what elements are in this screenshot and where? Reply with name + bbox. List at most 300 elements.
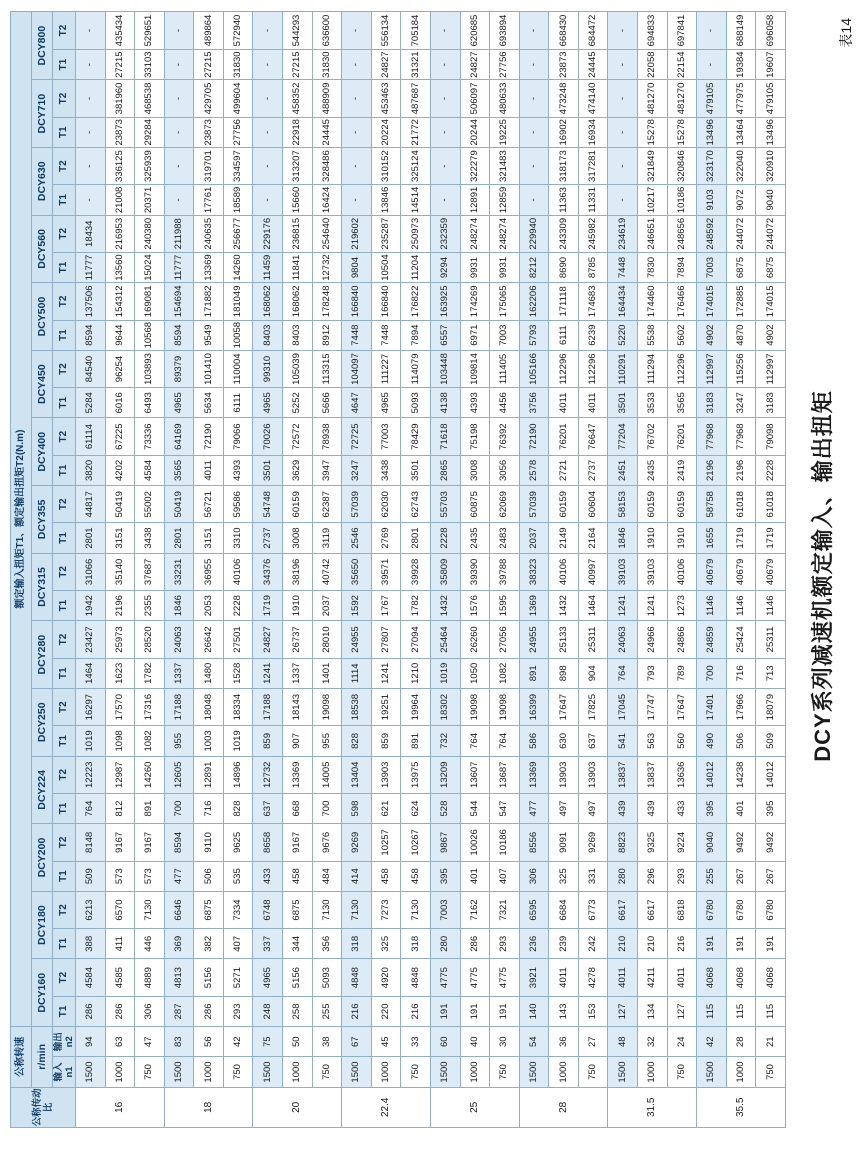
torque-cell: 891 <box>401 726 431 756</box>
t1-header: T1 <box>53 929 76 959</box>
torque-cell: 1082 <box>490 658 520 688</box>
header-row-2 <box>32 12 53 1128</box>
torque-cell: 479105 <box>756 80 786 117</box>
torque-cell: - <box>253 12 283 50</box>
torque-cell: 2053 <box>194 591 224 621</box>
torque-cell: 684472 <box>578 12 608 50</box>
torque-cell: 14012 <box>697 756 727 793</box>
torque-cell: 328486 <box>312 147 342 184</box>
torque-cell: - <box>76 147 106 184</box>
torque-cell: 9325 <box>637 824 667 861</box>
t2-header: T2 <box>53 215 76 252</box>
torque-cell: 433 <box>667 793 697 823</box>
torque-cell: 4011 <box>549 959 579 996</box>
torque-cell: 1146 <box>697 591 727 621</box>
torque-cell: 764 <box>490 726 520 756</box>
torque-cell: 732 <box>430 726 460 756</box>
torque-cell: 395 <box>697 793 727 823</box>
torque-cell: 16902 <box>549 117 579 147</box>
torque-cell: 4647 <box>342 388 372 418</box>
torque-cell: 29284 <box>135 117 165 147</box>
table-row <box>608 12 638 1128</box>
torque-cell: 1528 <box>223 658 253 688</box>
torque-cell: 630 <box>549 726 579 756</box>
torque-cell: 27756 <box>490 50 520 80</box>
speed-cell: 1500 <box>697 1057 727 1087</box>
torque-cell: 13560 <box>105 252 135 282</box>
torque-cell: 4965 <box>164 388 194 418</box>
torque-cell: 8148 <box>76 824 106 861</box>
torque-cell: 6818 <box>667 891 697 928</box>
torque-cell: 356 <box>312 929 342 959</box>
output-speed-header: 输出n2 <box>53 1027 76 1057</box>
t1-header: T1 <box>53 388 76 418</box>
torque-cell: 8785 <box>578 252 608 282</box>
t1-header: T1 <box>53 793 76 823</box>
torque-cell: 23873 <box>194 117 224 147</box>
torque-cell: 9167 <box>283 824 313 861</box>
torque-cell: 2196 <box>697 455 727 485</box>
torque-cell: 7162 <box>460 891 490 928</box>
torque-cell: 5093 <box>401 388 431 418</box>
torque-cell: 2355 <box>135 591 165 621</box>
torque-cell: 1719 <box>726 523 756 553</box>
torque-cell: 898 <box>549 658 579 688</box>
torque-cell: 8594 <box>164 824 194 861</box>
table-row <box>312 12 342 1128</box>
speed-cell: 56 <box>194 1027 224 1057</box>
torque-cell: 27756 <box>223 117 253 147</box>
model-header: DCY180 <box>32 891 53 959</box>
torque-table-container <box>10 11 786 1128</box>
torque-cell: 62743 <box>401 486 431 523</box>
torque-cell: 5666 <box>312 388 342 418</box>
t1-header: T1 <box>53 320 76 350</box>
torque-cell: 134 <box>637 996 667 1026</box>
torque-cell: 9072 <box>726 185 756 215</box>
torque-cell: 9167 <box>105 824 135 861</box>
torque-cell: 168062 <box>253 283 283 320</box>
torque-cell: 70026 <box>253 418 283 455</box>
torque-cell: 154694 <box>164 283 194 320</box>
torque-cell: 6493 <box>135 388 165 418</box>
torque-cell: 1401 <box>312 658 342 688</box>
torque-cell: 4011 <box>608 959 638 996</box>
speed-cell: 45 <box>371 1027 401 1057</box>
ratio-header: 公称传动比 <box>11 1087 76 1127</box>
torque-cell: 1592 <box>342 591 372 621</box>
torque-cell: 60875 <box>460 486 490 523</box>
torque-cell: 705184 <box>401 12 431 50</box>
table-row <box>371 12 401 1128</box>
torque-cell: 78938 <box>312 418 342 455</box>
torque-cell: - <box>608 185 638 215</box>
t1-header: T1 <box>53 591 76 621</box>
torque-cell: 458 <box>401 861 431 891</box>
torque-cell: 58758 <box>697 486 727 523</box>
torque-cell: 4889 <box>135 959 165 996</box>
torque-cell: 544 <box>460 793 490 823</box>
torque-cell: 14012 <box>756 756 786 793</box>
torque-cell: 20224 <box>371 117 401 147</box>
torque-cell: 27807 <box>371 621 401 658</box>
speed-cell: 28 <box>726 1027 756 1057</box>
torque-cell: 18048 <box>194 688 224 725</box>
torque-cell: 110004 <box>223 350 253 387</box>
torque-cell: 13404 <box>342 756 372 793</box>
torque-cell: 1942 <box>76 591 106 621</box>
torque-cell: 61018 <box>726 486 756 523</box>
torque-cell: 1767 <box>371 591 401 621</box>
torque-cell: 99310 <box>253 350 283 387</box>
torque-cell: 1782 <box>401 591 431 621</box>
speed-cell: 47 <box>135 1027 165 1057</box>
torque-cell: 24827 <box>253 621 283 658</box>
torque-cell: 1369 <box>519 591 549 621</box>
torque-cell: 31321 <box>401 50 431 80</box>
torque-cell: 40997 <box>578 553 608 590</box>
torque-cell: 4965 <box>253 388 283 418</box>
torque-cell: 668430 <box>549 12 579 50</box>
torque-cell: 15278 <box>637 117 667 147</box>
torque-cell: 700 <box>312 793 342 823</box>
torque-cell: 789 <box>667 658 697 688</box>
torque-cell: 506097 <box>460 80 490 117</box>
torque-cell: 509 <box>76 861 106 891</box>
torque-cell: 388 <box>76 929 106 959</box>
torque-cell: 764 <box>460 726 490 756</box>
torque-cell: 1019 <box>430 658 460 688</box>
torque-cell: - <box>430 147 460 184</box>
ratio-cell: 25 <box>430 1087 519 1127</box>
torque-cell: 113315 <box>312 350 342 387</box>
speed-cell: 54 <box>519 1027 549 1057</box>
torque-cell: 1098 <box>105 726 135 756</box>
torque-cell: 499604 <box>223 80 253 117</box>
torque-cell: 458 <box>371 861 401 891</box>
torque-cell: 191 <box>697 929 727 959</box>
torque-cell: 24063 <box>164 621 194 658</box>
table-row <box>637 12 667 1128</box>
torque-cell: 4393 <box>223 455 253 485</box>
torque-cell: 764 <box>608 658 638 688</box>
torque-cell: 13903 <box>549 756 579 793</box>
torque-cell: 62069 <box>490 486 520 523</box>
torque-cell: 1464 <box>76 658 106 688</box>
torque-cell: 484 <box>312 861 342 891</box>
table-row <box>697 12 727 1128</box>
torque-cell: 112296 <box>667 350 697 387</box>
torque-cell: 72572 <box>283 418 313 455</box>
torque-cell: 14238 <box>726 756 756 793</box>
torque-cell: 12859 <box>490 185 520 215</box>
torque-cell: 4902 <box>697 320 727 350</box>
torque-cell: 624 <box>401 793 431 823</box>
torque-cell: 12987 <box>105 756 135 793</box>
torque-cell: 401 <box>460 861 490 891</box>
torque-cell: 10058 <box>223 320 253 350</box>
torque-cell: 1003 <box>194 726 224 756</box>
torque-cell: 2228 <box>223 591 253 621</box>
speed-cell: 33 <box>401 1027 431 1057</box>
torque-cell: 79098 <box>756 418 786 455</box>
torque-cell: 13903 <box>578 756 608 793</box>
torque-cell: 35140 <box>105 553 135 590</box>
torque-cell: 4011 <box>578 388 608 418</box>
torque-cell: 60159 <box>667 486 697 523</box>
torque-cell: 5271 <box>223 959 253 996</box>
torque-cell: 26737 <box>283 621 313 658</box>
table-row <box>519 12 549 1128</box>
torque-cell: 1273 <box>667 591 697 621</box>
torque-cell: 7448 <box>342 320 372 350</box>
torque-cell: 19251 <box>371 688 401 725</box>
torque-cell: 3056 <box>490 455 520 485</box>
torque-cell: 60604 <box>578 486 608 523</box>
speed-cell: 67 <box>342 1027 372 1057</box>
torque-cell: 5538 <box>637 320 667 350</box>
torque-cell: 240635 <box>194 215 224 252</box>
torque-cell: 3183 <box>756 388 786 418</box>
torque-cell: 11363 <box>549 185 579 215</box>
torque-cell: 3247 <box>726 388 756 418</box>
torque-cell: 458352 <box>283 80 313 117</box>
torque-cell: 36955 <box>194 553 224 590</box>
header-row-1 <box>11 12 32 1128</box>
speed-cell: 750 <box>135 1057 165 1087</box>
torque-cell: 6213 <box>76 891 106 928</box>
torque-cell: 229940 <box>519 215 549 252</box>
torque-cell: 73336 <box>135 418 165 455</box>
torque-cell: 7448 <box>371 320 401 350</box>
speed-cell: 1500 <box>164 1057 194 1087</box>
torque-cell: 477 <box>519 793 549 823</box>
torque-cell: 17647 <box>667 688 697 725</box>
torque-cell: - <box>519 50 549 80</box>
model-header: DCY315 <box>32 553 53 621</box>
torque-cell: 248274 <box>490 215 520 252</box>
torque-cell: 4775 <box>490 959 520 996</box>
torque-cell: - <box>76 117 106 147</box>
speed-cell: 1500 <box>76 1057 106 1087</box>
torque-cell: 127 <box>608 996 638 1026</box>
torque-cell: 6239 <box>578 320 608 350</box>
torque-cell: 9110 <box>194 824 224 861</box>
torque-cell: 337 <box>253 929 283 959</box>
torque-cell: 1337 <box>164 658 194 688</box>
torque-cell: 17570 <box>105 688 135 725</box>
speed-cell: 1500 <box>430 1057 460 1087</box>
torque-cell: 13464 <box>726 117 756 147</box>
torque-cell: 24827 <box>371 50 401 80</box>
torque-cell: 306 <box>135 996 165 1026</box>
torque-cell: 636600 <box>312 12 342 50</box>
torque-cell: 3151 <box>105 523 135 553</box>
torque-cell: 4585 <box>105 959 135 996</box>
torque-cell: 3756 <box>519 388 549 418</box>
torque-cell: 17316 <box>135 688 165 725</box>
torque-cell: 23873 <box>105 117 135 147</box>
torque-cell: 286 <box>194 996 224 1026</box>
speed-cell: 42 <box>697 1027 727 1057</box>
torque-cell: 560 <box>667 726 697 756</box>
torque-cell: 28520 <box>135 621 165 658</box>
torque-cell: 395 <box>756 793 786 823</box>
torque-cell: 4584 <box>135 455 165 485</box>
torque-cell: 39571 <box>371 553 401 590</box>
torque-cell: - <box>519 147 549 184</box>
torque-cell: 9269 <box>342 824 372 861</box>
torque-cell: 57039 <box>519 486 549 523</box>
torque-cell: 39788 <box>490 553 520 590</box>
torque-cell: 210 <box>608 929 638 959</box>
torque-cell: 321849 <box>637 147 667 184</box>
torque-cell: 1082 <box>135 726 165 756</box>
torque-cell: 13975 <box>401 756 431 793</box>
torque-cell: 84540 <box>76 350 106 387</box>
torque-cell: - <box>608 12 638 50</box>
torque-cell: 4202 <box>105 455 135 485</box>
torque-cell: 18302 <box>430 688 460 725</box>
torque-cell: 174269 <box>460 283 490 320</box>
torque-cell: 9294 <box>430 252 460 282</box>
torque-cell: 286 <box>105 996 135 1026</box>
torque-cell: 17966 <box>726 688 756 725</box>
torque-cell: 33231 <box>164 553 194 590</box>
torque-cell: 176822 <box>401 283 431 320</box>
torque-cell: 563 <box>637 726 667 756</box>
ratio-cell: 20 <box>253 1087 342 1127</box>
torque-cell: 296 <box>637 861 667 891</box>
torque-cell: 477975 <box>726 80 756 117</box>
torque-cell: 9224 <box>667 824 697 861</box>
torque-cell: 216 <box>342 996 372 1026</box>
torque-cell: 76702 <box>637 418 667 455</box>
t1-header: T1 <box>53 50 76 80</box>
torque-cell: 13636 <box>667 756 697 793</box>
torque-cell: 904 <box>578 658 608 688</box>
torque-cell: 140 <box>519 996 549 1026</box>
torque-cell: 162206 <box>519 283 549 320</box>
torque-cell: 490 <box>697 726 727 756</box>
torque-cell: - <box>253 80 283 117</box>
torque-cell: 181049 <box>223 283 253 320</box>
torque-cell: 10186 <box>490 824 520 861</box>
torque-cell: - <box>253 50 283 80</box>
torque-cell: 115256 <box>726 350 756 387</box>
torque-cell: 16297 <box>76 688 106 725</box>
torque-cell: 4211 <box>637 959 667 996</box>
torque-cell: 89379 <box>164 350 194 387</box>
torque-cell: 168062 <box>283 283 313 320</box>
torque-cell: 1241 <box>371 658 401 688</box>
torque-cell: 24827 <box>460 50 490 80</box>
t2-header: T2 <box>53 621 76 658</box>
torque-cell: 8403 <box>283 320 313 350</box>
torque-cell: 40106 <box>549 553 579 590</box>
torque-cell: - <box>519 12 549 50</box>
torque-cell: 17647 <box>549 688 579 725</box>
torque-cell: - <box>164 50 194 80</box>
torque-cell: 243309 <box>549 215 579 252</box>
torque-cell: 4584 <box>76 959 106 996</box>
speed-cell: 750 <box>490 1057 520 1087</box>
speed-cell: 36 <box>549 1027 579 1057</box>
torque-cell: 13369 <box>283 756 313 793</box>
torque-cell: 5093 <box>312 959 342 996</box>
speed-cell: 750 <box>667 1057 697 1087</box>
torque-cell: 573 <box>135 861 165 891</box>
torque-cell: 1719 <box>756 523 786 553</box>
torque-cell: 11777 <box>164 252 194 282</box>
torque-cell: 497 <box>549 793 579 823</box>
torque-cell: 38323 <box>519 553 549 590</box>
torque-cell: 191 <box>726 929 756 959</box>
torque-cell: 7130 <box>135 891 165 928</box>
torque-cell: 244072 <box>726 215 756 252</box>
torque-cell: 11777 <box>76 252 106 282</box>
torque-cell: 9549 <box>194 320 224 350</box>
torque-cell: 313207 <box>283 147 313 184</box>
torque-cell: 143 <box>549 996 579 1026</box>
torque-cell: - <box>253 185 283 215</box>
speed-cell: 1000 <box>549 1057 579 1087</box>
torque-cell: 67225 <box>105 418 135 455</box>
speed-cell: 63 <box>105 1027 135 1057</box>
torque-cell: 1595 <box>490 591 520 621</box>
torque-cell: 1019 <box>223 726 253 756</box>
torque-cell: 293 <box>223 996 253 1026</box>
torque-cell: 4068 <box>697 959 727 996</box>
torque-cell: 17401 <box>697 688 727 725</box>
torque-cell: 3947 <box>312 455 342 485</box>
torque-cell: 191 <box>460 996 490 1026</box>
torque-cell: 318 <box>401 929 431 959</box>
torque-cell: 3183 <box>697 388 727 418</box>
torque-cell: 5156 <box>283 959 313 996</box>
torque-cell: 320910 <box>756 147 786 184</box>
torque-cell: 27215 <box>194 50 224 80</box>
t2-header: T2 <box>53 350 76 387</box>
t2-header: T2 <box>53 486 76 523</box>
torque-cell: 2037 <box>312 591 342 621</box>
torque-cell: 178248 <box>312 283 342 320</box>
torque-cell: 9103 <box>697 185 727 215</box>
torque-cell: 10267 <box>401 824 431 861</box>
torque-table <box>10 11 786 1128</box>
torque-cell: 13846 <box>371 185 401 215</box>
torque-cell: - <box>342 12 372 50</box>
speed-cell: 750 <box>312 1057 342 1087</box>
torque-cell: 24966 <box>637 621 667 658</box>
torque-cell: 716 <box>194 793 224 823</box>
torque-cell: - <box>76 50 106 80</box>
torque-cell: 8403 <box>253 320 283 350</box>
torque-cell: - <box>519 185 549 215</box>
torque-cell: 6111 <box>549 320 579 350</box>
torque-cell: 112296 <box>578 350 608 387</box>
torque-cell: 2769 <box>371 523 401 553</box>
torque-cell: 586 <box>519 726 549 756</box>
torque-cell: 382 <box>194 929 224 959</box>
t2-header: T2 <box>53 824 76 861</box>
torque-cell: 535 <box>223 861 253 891</box>
table-row <box>76 12 106 1128</box>
torque-cell: 2578 <box>519 455 549 485</box>
torque-cell: 24859 <box>697 621 727 658</box>
torque-cell: 13496 <box>756 117 786 147</box>
torque-cell: 13607 <box>460 756 490 793</box>
